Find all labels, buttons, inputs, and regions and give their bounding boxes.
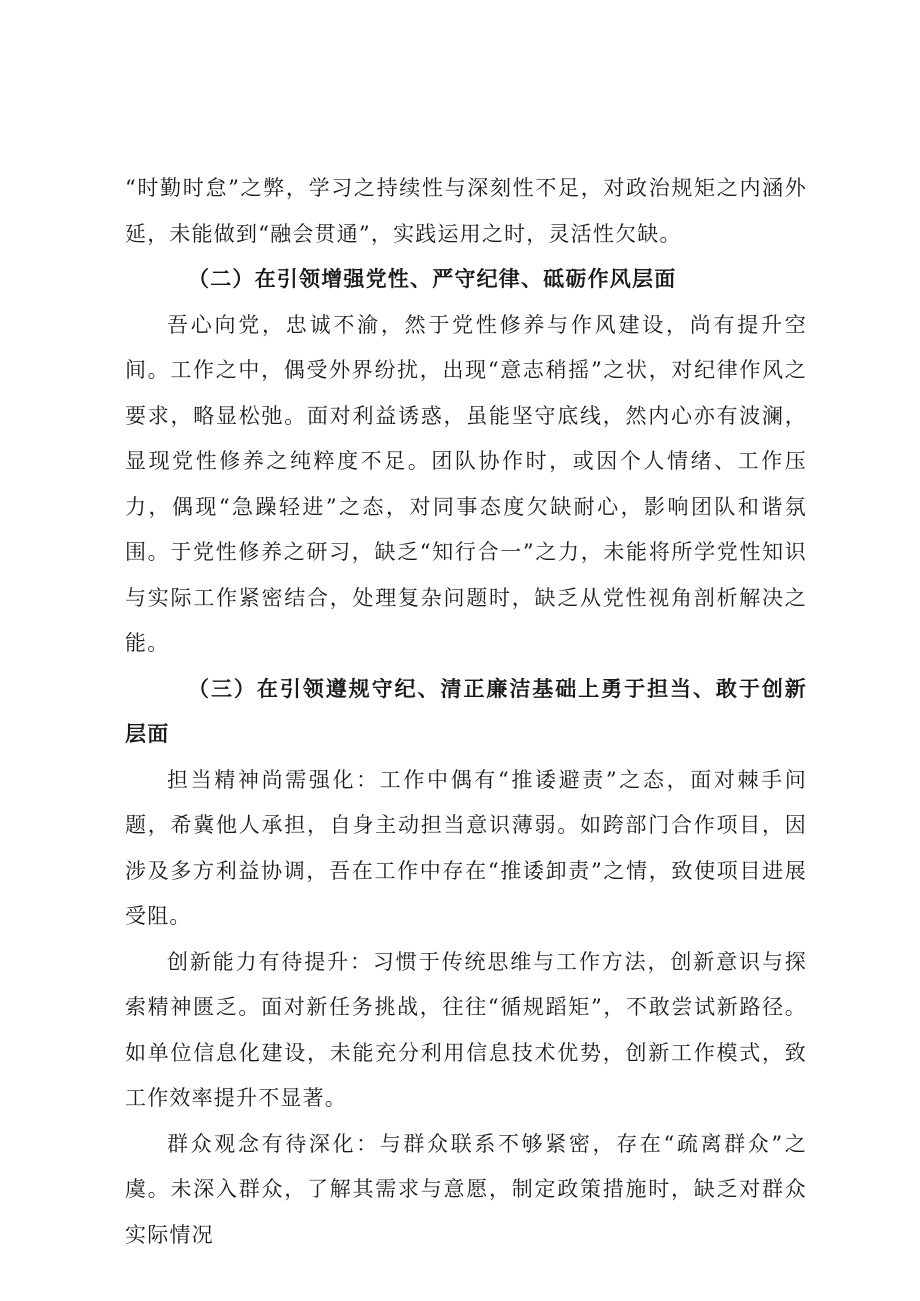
paragraph-continuation: “时勤时怠”之弊，学习之持续性与深刻性不足，对政治规矩之内涵外延，未能做到“融会贯通”，实践运用之时，灵活性欠缺。	[125, 176, 807, 246]
paragraph-innovation: 创新能力有待提升：习惯于传统思维与工作方法，创新意识与探索精神匮乏。面对新任务挑战，往往“循规蹈矩”，不敢尝试新路径。如单位信息化建设，未能充分利用信息技术优势，创新工作模式，致工作效率提升不显著。	[125, 949, 807, 1110]
paragraph-mass-line: 群众观念有待深化：与群众联系不够紧密，存在“疏离群众”之虞。未深入群众，了解其需求与意愿，制定政策措施时，缺乏对群众实际情况	[125, 1131, 807, 1247]
section-heading-2: （二）在引领增强党性、严守纪律、砥砺作风层面	[188, 267, 677, 291]
paragraph-responsibility: 担当精神尚需强化：工作中偶有“推诿避责”之态，面对棘手问题，希冀他人承担，自身主动担当意识薄弱。如跨部门合作项目，因涉及多方利益协调，吾在工作中存在“推诿卸责”之情，致使项目进展受阻。	[125, 767, 807, 928]
paragraph-party-spirit: 吾心向党，忠诚不渝，然于党性修养与作风建设，尚有提升空间。工作之中，偶受外界纷扰，出现“意志稍摇”之状，对纪律作风之要求，略显松弛。面对利益诱惑，虽能坚守底线，然内心亦有波澜，显现党性修养之纯粹度不足。团队协作时，或因个人情绪、工作压力，偶现“急躁轻进”之态，对同事态度欠缺耐心，影响团队和谐氛围。于党性修养之研习，缺乏“知行合一”之力，未能将所学党性知识与实际工作紧密结合，处理复杂问题时，缺乏从党性视角剖析解决之能。	[125, 312, 807, 655]
document-body	[125, 166, 807, 1258]
section-heading-3: （三）在引领遵规守纪、清正廉洁基础上勇于担当、敢于创新层面	[125, 676, 807, 746]
